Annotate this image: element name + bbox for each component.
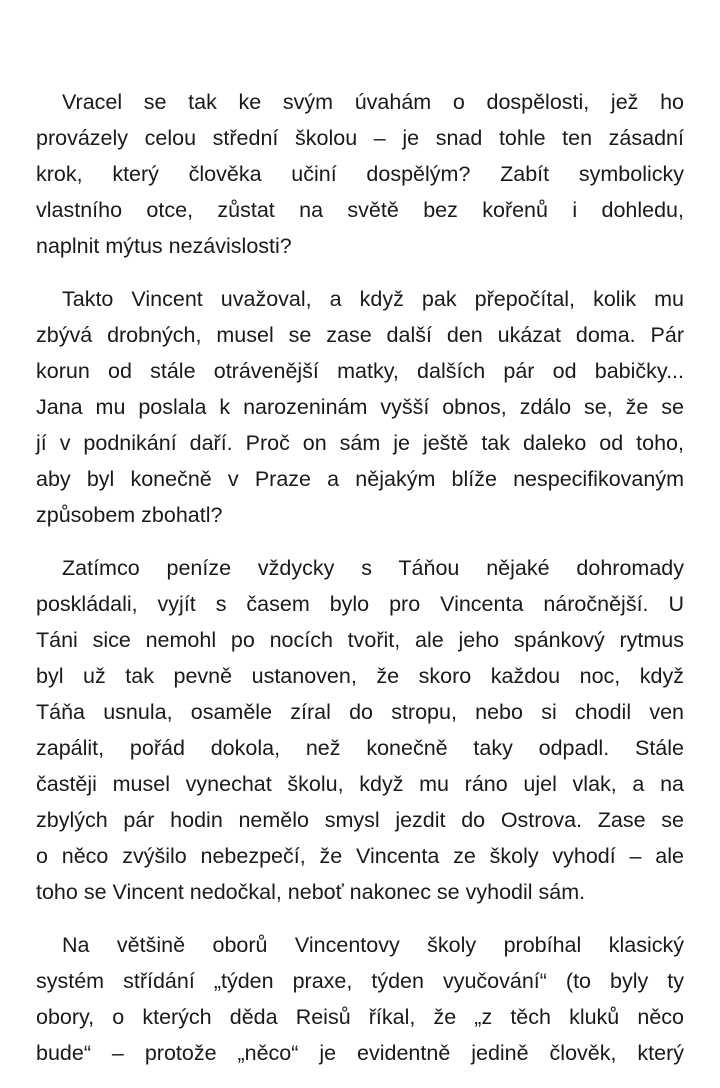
body-text: [36, 84, 684, 1088]
paragraph-1: [36, 84, 684, 264]
text-line: systém střídání „týden praxe, týden vyučování“ (to byly ty: [36, 969, 684, 993]
text-line: zbývá drobných, musel se zase další den ukázat doma. Pár: [36, 323, 684, 347]
text-line: Táni sice nemohl po nocích tvořit, ale jeho spánkový rytmus: [36, 628, 684, 652]
paragraph-2: [36, 281, 684, 533]
paragraph-4: [36, 927, 684, 1071]
text-line: vlastního otce, zůstat na světě bez kořenů i dohledu,: [36, 198, 684, 222]
text-line: poskládali, vyjít s časem bylo pro Vincenta náročnější. U: [36, 592, 684, 616]
text-line: Zatímco peníze vždycky s Táňou nějaké dohromady: [62, 556, 684, 580]
text-line: způsobem zbohatl?: [36, 503, 223, 527]
text-line: krok, který člověka učiní dospělým? Zabít symbolicky: [36, 162, 684, 186]
text-line: obory, o kterých děda Reisů říkal, že „z těch kluků něco: [36, 1005, 684, 1029]
text-line: Na většině oborů Vincentovy školy probíhal klasický: [62, 933, 684, 957]
text-line: Jana mu poslala k narozeninám vyšší obnos, zdálo se, že se: [36, 395, 684, 419]
text-line: zapálit, pořád dokola, než konečně taky odpadl. Stále: [36, 736, 684, 760]
text-line: Táňa usnula, osaměle zíral do stropu, nebo si chodil ven: [36, 700, 684, 724]
text-line: naplnit mýtus nezávislosti?: [36, 234, 292, 258]
text-line: častěji musel vynechat školu, když mu ráno ujel vlak, a na: [36, 772, 684, 796]
text-line: jí v podnikání daří. Proč on sám je ještě tak daleko od toho,: [36, 431, 684, 455]
text-line: korun od stále otrávenější matky, dalších pár od babičky...: [36, 359, 684, 383]
text-line: byl už tak pevně ustanoven, že skoro každou noc, když: [36, 664, 684, 688]
text-line: provázely celou střední školou – je snad tohle ten zásadní: [36, 126, 684, 150]
text-line: aby byl konečně v Praze a nějakým blíže nespecifikovaným: [36, 467, 684, 491]
text-line: bude“ – protože „něco“ je evidentně jedině člověk, který: [36, 1041, 684, 1065]
paragraph-3: [36, 550, 684, 910]
text-line: zbylých pár hodin nemělo smysl jezdit do Ostrova. Zase se: [36, 808, 684, 832]
text-line: Takto Vincent uvažoval, a když pak přepočítal, kolik mu: [62, 287, 684, 311]
text-line: toho se Vincent nedočkal, neboť nakonec se vyhodil sám.: [36, 880, 586, 904]
text-line: Vracel se tak ke svým úvahám o dospělosti, jež ho: [62, 90, 684, 114]
text-line: o něco zvýšilo nebezpečí, že Vincenta ze školy vyhodí – ale: [36, 844, 684, 868]
